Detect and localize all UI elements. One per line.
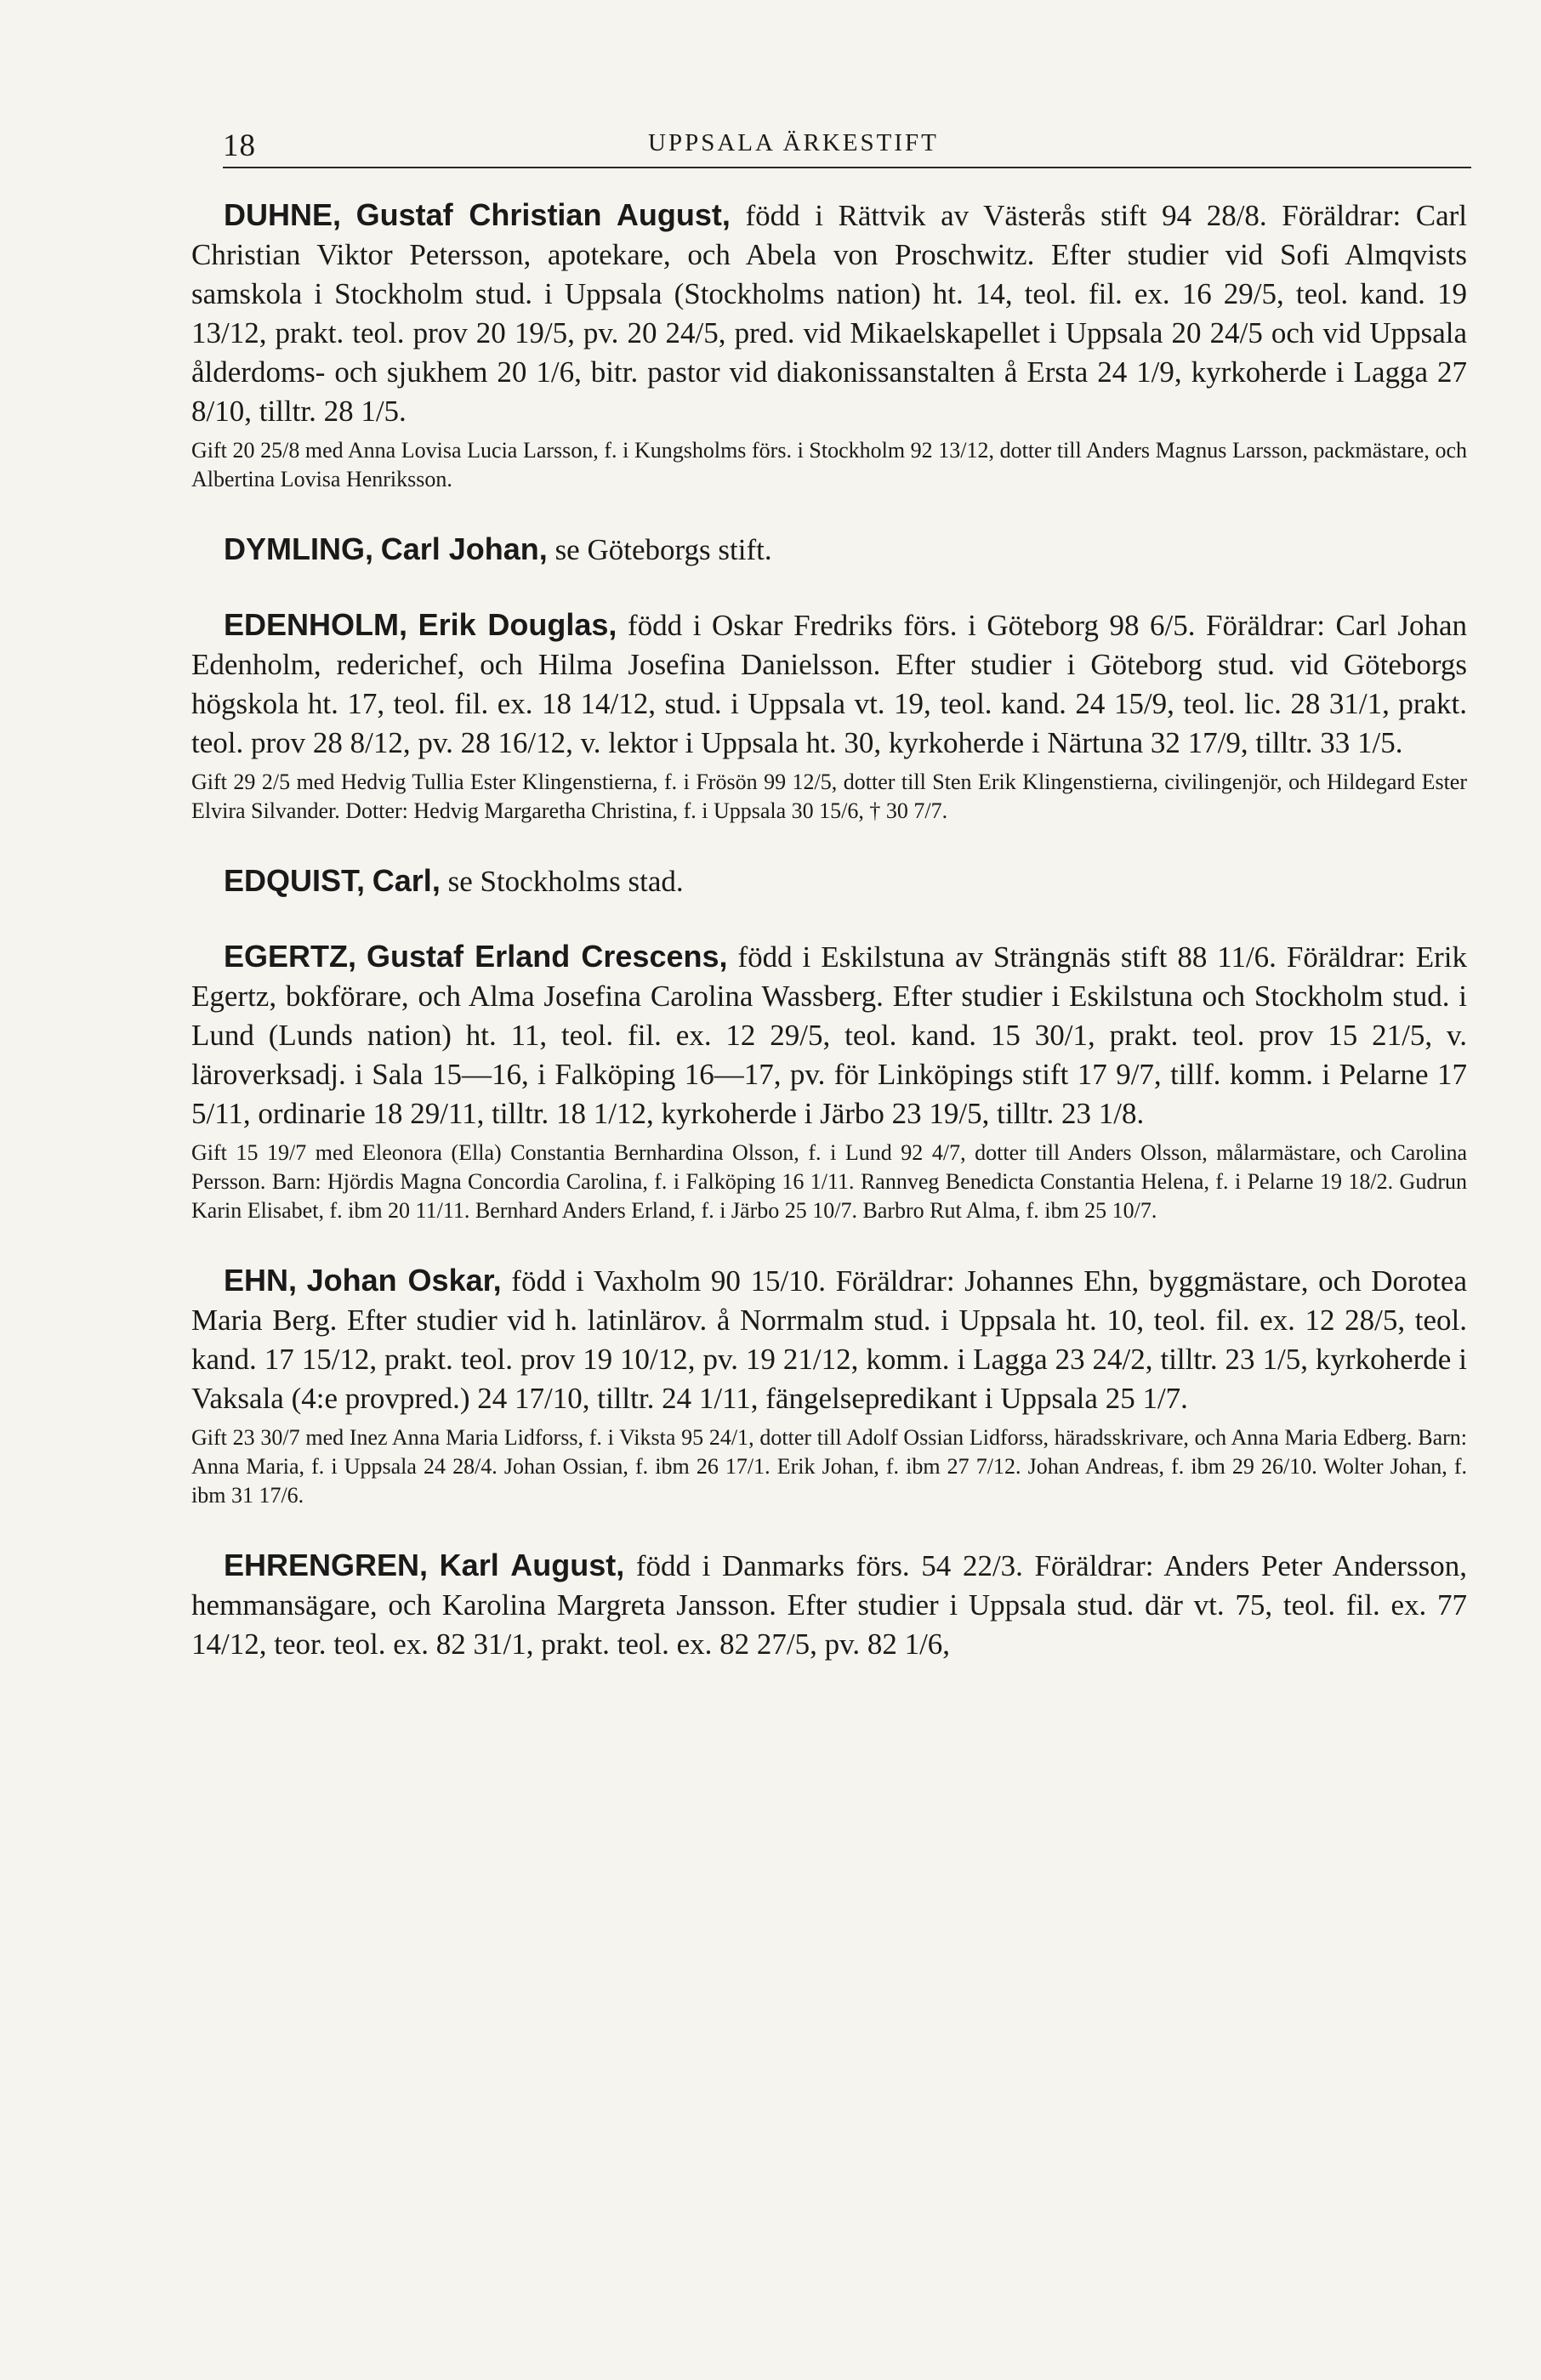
entry-cross-reference: se Göteborgs stift. <box>554 533 772 566</box>
entry-cross-reference: se Stockholms stad. <box>447 865 684 898</box>
entry-text <box>191 530 1467 570</box>
entry-dymling <box>191 530 1467 570</box>
entry-given-names: Gustaf Erland Crescens, <box>366 939 728 974</box>
entry-biography: född i Eskilstuna av Strängnäs stift 88 11/6. Föräldrar: Erik Egertz, bokförare, och Alma Josefina Carolina Wassberg. Efter studier i Eskilstuna och Stockholm stud. i Lund (Lunds nation) ht. 11, teol. fil. ex. 12 29/5, teol. kand. 15 30/1, prakt. teol. prov 15 21/5, v. läroverksadj. i Sala 15—16, i Falköping 16—17, pv. för Linköpings stift 17 9/7, tillf. komm. i Pelarne 17 5/11, ordinarie 18 29/11, tilltr. 18 1/12, kyrkoherde i Järbo 23 19/5, tilltr. 23 1/8. <box>191 940 1468 1130</box>
entry-text <box>191 196 1467 431</box>
entry-surname: EDENHOLM, <box>224 607 407 642</box>
entry-given-names: Gustaf Christian August, <box>355 197 731 232</box>
entry-given-names: Karl August, <box>439 1548 625 1582</box>
entry-text <box>191 1546 1467 1664</box>
entry-edenholm <box>191 605 1467 826</box>
entry-edquist <box>191 861 1467 901</box>
entry-given-names: Johan Oskar, <box>306 1263 502 1298</box>
entry-biography: född i Danmarks förs. 54 22/3. Föräldrar: Anders Peter Andersson, hemmansägare, och Karolina Margreta Jansson. Efter studier i Uppsala stud. där vt. 75, teol. fil. ex. 77 14/12, teor. teol. ex. 82 31/1, prakt. teol. ex. 82 27/5, pv. 82 1/6, <box>191 1549 1467 1661</box>
entry-surname: EHRENGREN, <box>224 1548 429 1582</box>
entry-given-names: Carl Johan, <box>380 531 548 566</box>
entry-ehn <box>191 1261 1467 1510</box>
entry-biography: född i Vaxholm 90 15/10. Föräldrar: Johannes Ehn, byggmästare, och Dorotea Maria Berg. Efter studier vid h. latinlärov. å Norrmalm stud. i Uppsala ht. 10, teol. fil. ex. 12 28/5, teol. kand. 17 15/12, prakt. teol. prov 19 10/12, pv. 19 21/12, komm. i Lagga 23 24/2, tilltr. 23 1/5, kyrkoherde i Vaksala (4:e provpred.) 24 17/10, tilltr. 24 1/11, fängelsepredikant i Uppsala 25 1/7. <box>191 1264 1468 1415</box>
page-header <box>223 124 1471 168</box>
entries-column <box>191 196 1467 1700</box>
entry-surname: EGERTZ, <box>224 939 357 974</box>
entry-surname: DUHNE, <box>224 197 342 232</box>
entry-duhne <box>191 196 1467 494</box>
entry-text <box>191 1261 1467 1418</box>
entry-surname: DYMLING, <box>224 531 373 566</box>
page-number: 18 <box>223 128 256 163</box>
entry-text <box>191 861 1467 901</box>
entry-marriage: Gift 23 30/7 med Inez Anna Maria Lidforss, f. i Viksta 95 24/1, dotter till Adolf Ossian Lidforss, häradsskrivare, och Anna Maria Edberg. Barn: Anna Maria, f. i Uppsala 24 28/4. Johan Ossian, f. ibm 26 17/1. Erik Johan, f. ibm 27 7/12. Johan Andreas, f. ibm 29 26/10. Wolter Johan, f. ibm 31 17/6. <box>191 1425 1467 1508</box>
entry-biography: född i Oskar Fredriks förs. i Göteborg 98 6/5. Föräldrar: Carl Johan Edenholm, rederichef, och Hilma Josefina Danielsson. Efter studier i Göteborg stud. vid Göteborgs högskola ht. 17, teol. fil. ex. 18 14/12, stud. i Uppsala vt. 19, teol. kand. 24 15/9, teol. lic. 28 31/1, prakt. teol. prov 28 8/12, pv. 28 16/12, v. lektor i Uppsala ht. 30, kyrkoherde i Närtuna 32 17/9, tilltr. 33 1/5. <box>191 609 1468 759</box>
entry-given-names: Erik Douglas, <box>418 607 617 642</box>
entry-surname: EDQUIST, <box>224 863 366 898</box>
entry-marriage: Gift 29 2/5 med Hedvig Tullia Ester Klingenstierna, f. i Frösön 99 12/5, dotter till Sten Erik Klingenstierna, civilingenjör, och Hildegard Ester Elvira Silvander. Dotter: Hedvig Margaretha Christina, f. i Uppsala 30 15/6, † 30 7/7. <box>191 770 1467 823</box>
entry-surname: EHN, <box>224 1263 298 1298</box>
entry-marriage: Gift 20 25/8 med Anna Lovisa Lucia Larsson, f. i Kungsholms förs. i Stockholm 92 13/12, dotter till Anders Magnus Larsson, packmästare, och Albertina Lovisa Henriksson. <box>191 438 1467 491</box>
entry-biography: född i Rättvik av Västerås stift 94 28/8. Föräldrar: Carl Christian Viktor Petersson, apotekare, och Abela von Proschwitz. Efter studier vid Sofi Almqvists samskola i Stockholm stud. i Uppsala (Stockholms nation) ht. 14, teol. fil. ex. 16 29/5, teol. kand. 19 13/12, prakt. teol. prov 20 19/5, pv. 20 24/5, pred. vid Mikaelskapellet i Uppsala 20 24/5 och vid Uppsala ålderdoms- och sjukhem 20 1/6, bitr. pastor vid diakonissanstalten å Ersta 24 1/9, kyrkoherde i Lagga 27 8/10, tilltr. 28 1/5. <box>191 199 1468 428</box>
entry-text <box>191 605 1467 763</box>
running-head: UPPSALA ÄRKESTIFT <box>648 129 939 156</box>
entry-ehrengren <box>191 1546 1467 1664</box>
entry-given-names: Carl, <box>372 863 441 898</box>
entry-text <box>191 937 1467 1133</box>
entry-marriage: Gift 15 19/7 med Eleonora (Ella) Constantia Bernhardina Olsson, f. i Lund 92 4/7, dotter till Anders Olsson, målarmästare, och Carolina Persson. Barn: Hjördis Magna Concordia Carolina, f. i Falköping 16 1/11. Rannveg Benedicta Constantia Helena, f. i Pelarne 19 18/2. Gudrun Karin Elisabet, f. ibm 20 11/11. Bernhard Anders Erland, f. i Järbo 25 10/7. Barbro Rut Alma, f. ibm 25 10/7. <box>191 1140 1467 1223</box>
entry-egertz <box>191 937 1467 1225</box>
